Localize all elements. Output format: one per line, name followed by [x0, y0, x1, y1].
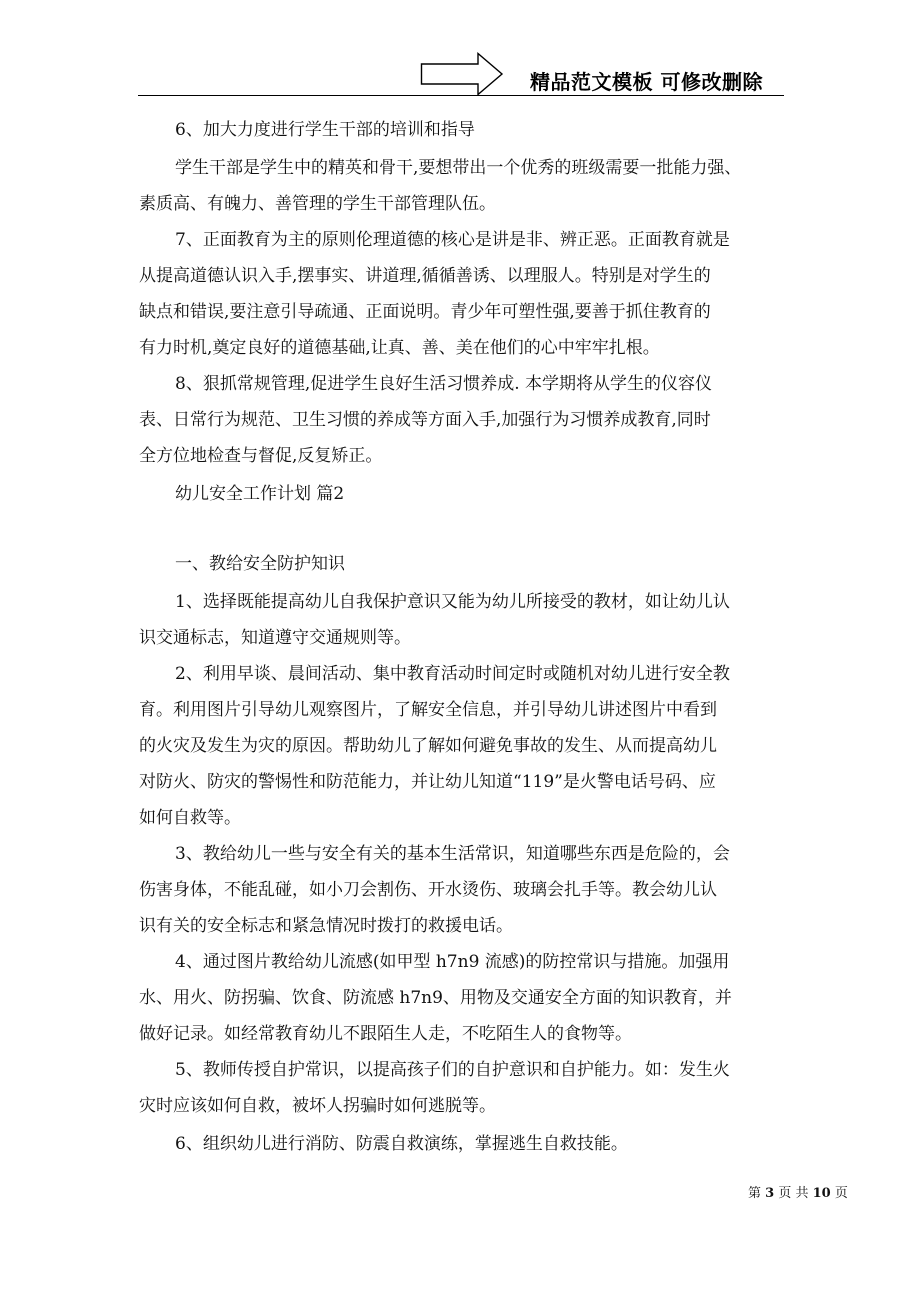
text-line: 8、狠抓常规管理,促进学生良好生活习惯养成. 本学期将从学生的仪容仪 — [175, 374, 713, 394]
text-line: 4、通过图片教给幼儿流感(如甲型 h7n9 流感)的防控常识与措施。加强用 — [175, 952, 730, 972]
arrow-right-icon — [420, 52, 504, 96]
footer-middle: 页 共 — [778, 1186, 809, 1201]
text-line: 对防火、防灾的警惕性和防范能力，并让幼儿知道“119”是火警电话号码、应 — [139, 772, 716, 792]
text-line: 水、用火、防拐骗、饮食、防流感 h7n9、用物及交通安全方面的知识教育，并 — [139, 988, 732, 1008]
text-line: 做好记录。如经常教育幼儿不跟陌生人走，不吃陌生人的食物等。 — [139, 1024, 632, 1044]
text-line: 如何自救等。 — [139, 808, 241, 828]
current-page-number: 3 — [765, 1186, 775, 1201]
text-line: 一、教给安全防护知识 — [175, 554, 345, 574]
text-line: 学生干部是学生中的精英和骨干,要想带出一个优秀的班级需要一批能力强、 — [175, 158, 742, 178]
text-line: 7、正面教育为主的原则伦理道德的核心是讲是非、辨正恶。正面教育就是 — [175, 230, 730, 250]
text-line: 灾时应该如何自救，被坏人拐骗时如何逃脱等。 — [139, 1096, 496, 1116]
text-line: 表、日常行为规范、卫生习惯的养成等方面入手,加强行为习惯养成教育,同时 — [139, 410, 711, 430]
total-page-count: 10 — [812, 1186, 831, 1201]
text-line: 缺点和错误,要注意引导疏通、正面说明。青少年可塑性强,要善于抓住教育的 — [139, 302, 711, 322]
text-line: 2、利用早谈、晨间活动、集中教育活动时间定时或随机对幼儿进行安全教 — [175, 664, 730, 684]
text-line: 6、加大力度进行学生干部的培训和指导 — [175, 120, 475, 140]
header-title: 精品范文模板 可修改删除 — [530, 70, 763, 94]
header-divider — [138, 95, 784, 96]
text-line: 有力时机,奠定良好的道德基础,让真、善、美在他们的心中牢牢扎根。 — [139, 338, 660, 358]
footer-prefix: 第 — [748, 1186, 762, 1201]
text-line: 全方位地检查与督促,反复矫正。 — [139, 446, 383, 466]
text-line: 素质高、有魄力、善管理的学生干部管理队伍。 — [139, 194, 496, 214]
text-line: 育。利用图片引导幼儿观察图片，了解安全信息，并引导幼儿讲述图片中看到 — [139, 700, 717, 720]
text-line: 3、教给幼儿一些与安全有关的基本生活常识，知道哪些东西是危险的，会 — [175, 844, 730, 864]
text-line: 伤害身体，不能乱碰，如小刀会割伤、开水烫伤、玻璃会扎手等。教会幼儿认 — [139, 880, 717, 900]
text-line: 识有关的安全标志和紧急情况时拨打的救援电话。 — [139, 916, 513, 936]
text-line: 从提高道德认识入手,摆事实、讲道理,循循善诱、以理服人。特别是对学生的 — [139, 266, 711, 286]
text-line: 识交通标志，知道遵守交通规则等。 — [139, 628, 411, 648]
text-line: 6、组织幼儿进行消防、防震自救演练，掌握逃生自救技能。 — [175, 1134, 628, 1154]
page-number-footer — [748, 1182, 848, 1201]
text-line: 的火灾及发生为灾的原因。帮助幼儿了解如何避免事故的发生、从而提高幼儿 — [139, 736, 717, 756]
text-line: 5、教师传授自护常识，以提高孩子们的自护意识和自护能力。如：发生火 — [175, 1060, 730, 1080]
text-line: 1、选择既能提高幼儿自我保护意识又能为幼儿所接受的教材，如让幼儿认 — [175, 592, 730, 612]
section-heading: 幼儿安全工作计划 篇2 — [175, 484, 345, 504]
footer-suffix: 页 — [834, 1186, 848, 1201]
